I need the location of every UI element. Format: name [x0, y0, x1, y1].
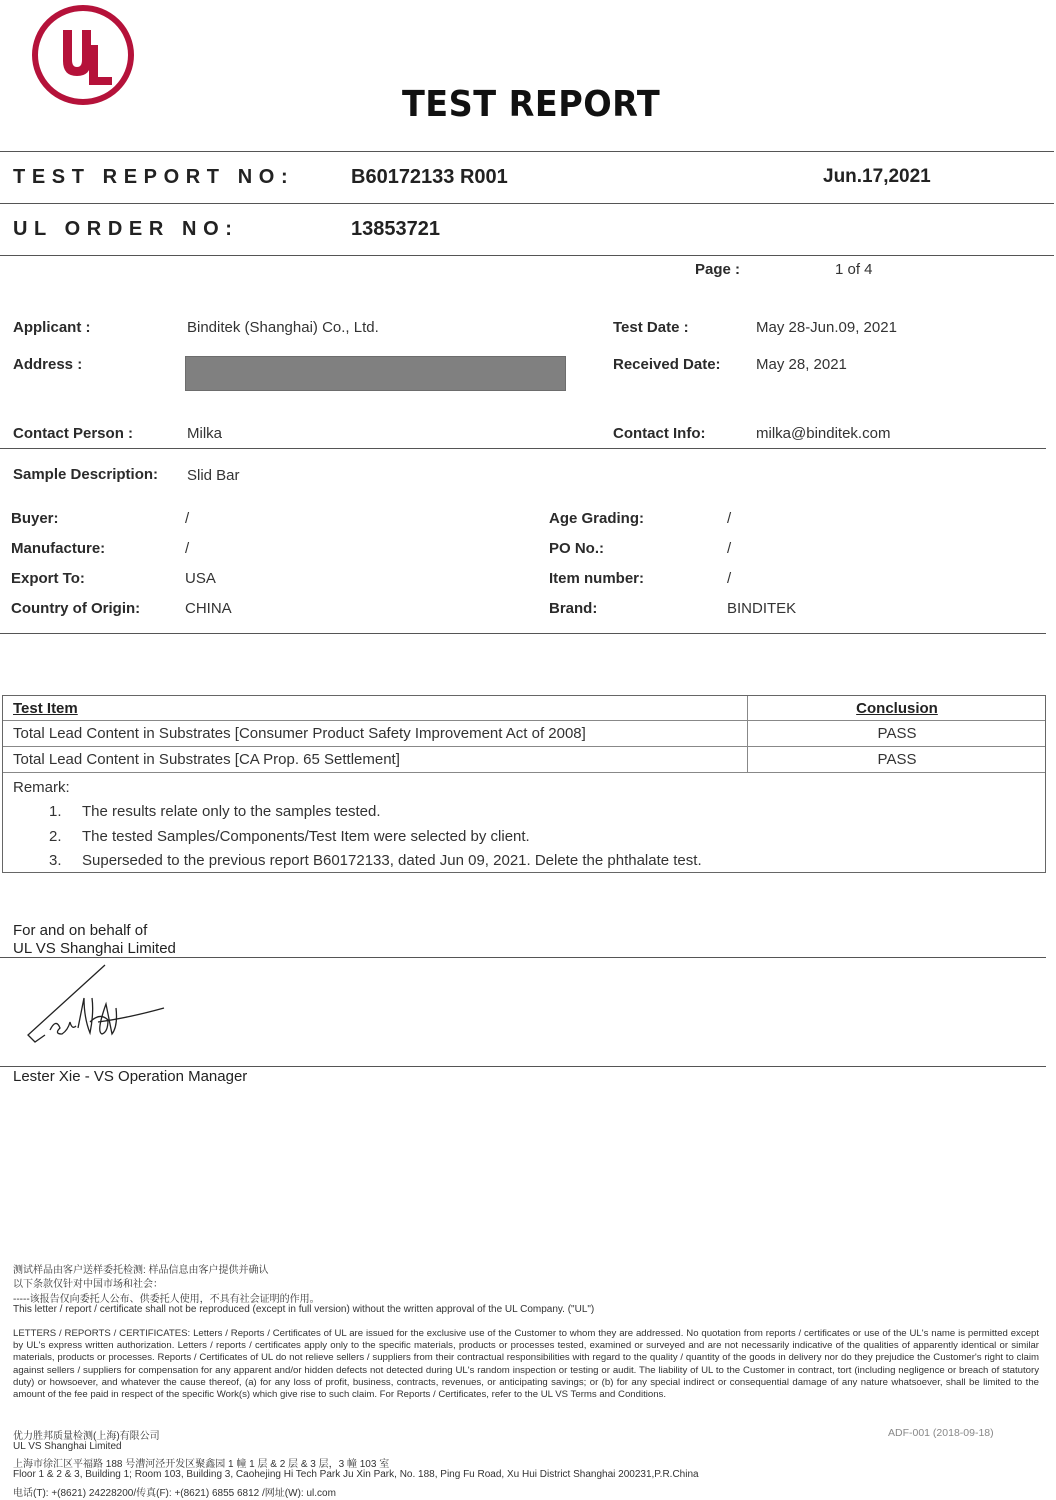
address-label: Address :	[13, 356, 83, 373]
contact-person-value: Milka	[187, 425, 223, 442]
item-number-label: Item number:	[549, 570, 645, 587]
manufacture-label: Manufacture:	[11, 540, 106, 557]
sample-description-label: Sample Description:	[13, 466, 159, 483]
conclusion-cell: PASS	[877, 725, 917, 742]
order-no-value: 13853721	[351, 218, 440, 240]
remark-number: 3.	[49, 852, 62, 869]
divider	[0, 151, 1054, 152]
divider	[0, 633, 1046, 634]
item-number-value: /	[727, 570, 732, 587]
address-redacted-block	[185, 356, 566, 391]
age-grading-value: /	[727, 510, 732, 527]
applicant-value: Binditek (Shanghai) Co., Ltd.	[187, 319, 379, 336]
test-item-header: Test Item	[13, 700, 78, 717]
ul-logo-icon	[30, 3, 136, 107]
manufacture-value: /	[185, 540, 190, 557]
received-date-label: Received Date:	[613, 356, 721, 373]
legal-disclaimer: LETTERS / REPORTS / CERTIFICATES: Letters / Reports / Certificates of UL are issued for the exclusive use of the Customer to whom they are addressed. No quotation from reports / certificates or use of the UL's name is permitted except by UL's express written authorization. Letters / reports / certificates apply only to the specific materials, products or processes tested, examined or surveyed and are not necessarily indicative of the qualities of apparently identical or similar materials, products or processes. Reports / Certificates of UL do not relieve sellers / suppliers from their contractual responsibilities with regard to the quality / quantity of the goods in delivery nor do they prejudice the Customer's right to claim against sellers / suppliers for compensation for any apparent and/or hidden defects not detected during UL's random inspection or testing or audit. The liability of UL to the Customer in contract, tort (including negligence or breach of statutory duty) or howsoever, and whatever the cause thereof, (a) for any loss of profit, business, contracts, revenues, or anticipating savings; or (b) for any special indirect or consequential damage of any nature whatsoever, shall be limited to the amount of the fee paid in respect of the specific Work(s) which give rise to such claim. For Reports / Certificates, refer to the UL VS Terms and Conditions.	[13, 1328, 1039, 1401]
buyer-label: Buyer:	[11, 510, 59, 527]
test-date-value: May 28-Jun.09, 2021	[756, 319, 897, 336]
test-date-label: Test Date :	[613, 319, 689, 336]
divider	[0, 203, 1054, 204]
behalf-line: For and on behalf of	[13, 922, 148, 939]
po-no-value: /	[727, 540, 732, 557]
order-no-label: UL ORDER NO:	[13, 218, 239, 240]
brand-value: BINDITEK	[727, 600, 797, 617]
country-of-origin-value: CHINA	[185, 600, 232, 617]
company-contact: 电话(T): +(8621) 24228200/传真(F): +(8621) 6855 6812 /网址(W): ul.com	[13, 1488, 336, 1499]
company-name-cn: 优力胜邦质量检测(上海)有限公司	[13, 1431, 160, 1442]
footer-cn-line1: 测试样品由客户送样委托检测: 样品信息由客户提供并确认	[13, 1265, 269, 1276]
behalf-company: UL VS Shanghai Limited	[13, 940, 176, 957]
divider	[0, 1066, 1046, 1067]
contact-info-value: milka@binditek.com	[756, 425, 891, 442]
conclusion-header: Conclusion	[856, 700, 938, 717]
age-grading-label: Age Grading:	[549, 510, 645, 527]
table-header-row	[3, 696, 1045, 721]
test-item-cell: Total Lead Content in Substrates [Consumer Product Safety Improvement Act of 2008]	[13, 725, 586, 742]
company-name-en: UL VS Shanghai Limited	[13, 1441, 122, 1452]
divider	[0, 957, 1046, 958]
applicant-label: Applicant :	[13, 319, 91, 336]
divider	[0, 448, 1046, 449]
export-to-value: USA	[185, 570, 216, 587]
export-to-label: Export To:	[11, 570, 85, 587]
table-row	[3, 721, 1045, 747]
contact-info-label: Contact Info:	[613, 425, 706, 442]
company-address-en: Floor 1 & 2 & 3, Building 1; Room 103, Building 3, Caohejing Hi Tech Park Ju Xin Park, No. 188, Ping Fu Road, Xu Hui District Shanghai 200231,P.R.China	[13, 1469, 699, 1480]
form-code: ADF-001 (2018-09-18)	[888, 1427, 994, 1439]
brand-label: Brand:	[549, 600, 598, 617]
signature-image	[20, 960, 180, 1060]
footer-cn-line3: -----该报告仅向委托人公布、供委托人使用，不具有社会证明的作用。	[13, 1294, 320, 1305]
table-row	[3, 747, 1045, 773]
signatory-name: Lester Xie - VS Operation Manager	[13, 1068, 248, 1085]
buyer-value: /	[185, 510, 190, 527]
remark-text: Superseded to the previous report B60172133, dated Jun 09, 2021. Delete the phthalate test.	[82, 852, 702, 869]
remark-text: The results relate only to the samples tested.	[82, 803, 381, 820]
company-address-cn: 上海市徐汇区平福路 188 号漕河泾开发区聚鑫园 1 幢 1 层 & 2 层 & 3 层，3 幢 103 室	[13, 1459, 390, 1470]
report-date: Jun.17,2021	[823, 166, 931, 187]
remark-number: 2.	[49, 828, 62, 845]
country-of-origin-label: Country of Origin:	[11, 600, 141, 617]
po-no-label: PO No.:	[549, 540, 604, 557]
report-no-label: TEST REPORT NO:	[13, 166, 295, 188]
reproduction-notice: This letter / report / certificate shall not be reproduced (except in full version) without the written approval of the UL Company. ("UL")	[13, 1304, 595, 1315]
test-item-cell: Total Lead Content in Substrates [CA Prop. 65 Settlement]	[13, 751, 400, 768]
contact-person-label: Contact Person :	[13, 425, 134, 442]
report-no-value: B60172133 R001	[351, 166, 508, 188]
footer-cn-line2: 以下条款仅针对中国市场和社会：	[13, 1279, 163, 1290]
divider	[0, 255, 1054, 256]
document-title: TEST REPORT	[402, 84, 661, 125]
remark-number: 1.	[49, 803, 62, 820]
sample-description-value: Slid Bar	[187, 467, 240, 484]
remark-text: The tested Samples/Components/Test Item were selected by client.	[82, 828, 530, 845]
remark-label: Remark:	[13, 779, 70, 796]
page-value: 1 of 4	[835, 261, 873, 278]
page-label: Page :	[695, 261, 741, 278]
received-date-value: May 28, 2021	[756, 356, 847, 373]
conclusion-cell: PASS	[877, 751, 917, 768]
results-table	[2, 695, 1046, 873]
